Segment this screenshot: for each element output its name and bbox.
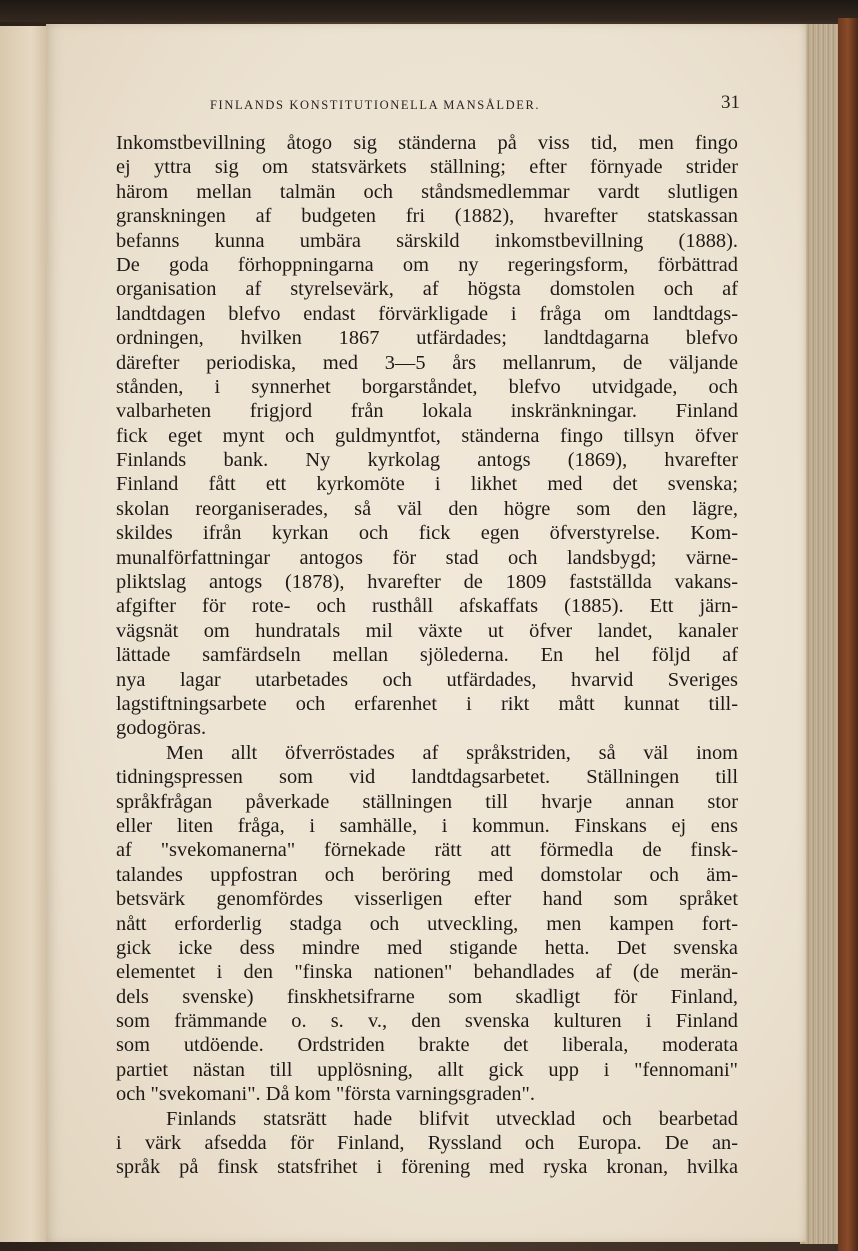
text-line: valbarheten frigjord från lokala inskränkningar. Finland <box>116 400 738 423</box>
text-line: Finland fått ett kyrkomöte i likhet med det svenska; <box>116 473 738 496</box>
text-line: landtdagen blefvo endast förvärkligade i fråga om landtdags- <box>116 302 738 325</box>
body-text <box>116 131 738 1180</box>
text-line: och "svekomani". Då kom "första varningsgraden". <box>116 1083 535 1106</box>
text-line: Finlands bank. Ny kyrkolag antogs (1869), hvarefter <box>116 449 738 472</box>
text-line: ordningen, hvilken 1867 utfärdades; landtdagarna blefvo <box>116 327 738 350</box>
text-line: munalförfattningar antogos för stad och landsbygd; värne- <box>116 546 738 569</box>
text-line: tidningspressen som vid landtdagsarbetet. Ställningen till <box>116 766 738 789</box>
text-line: granskningen af budgeten fri (1882), hvarefter statskassan <box>116 205 738 228</box>
page-number: 31 <box>721 92 740 113</box>
text-line: nått erforderlig stadga och utveckling, men kampen fort- <box>116 912 738 935</box>
text-line: skildes ifrån kyrkan och fick egen öfverstyrelse. Kom- <box>116 522 738 545</box>
text-line: betsvärk genomfördes visserligen efter hand som språket <box>116 888 738 911</box>
running-head <box>210 92 740 116</box>
text-line: eller liten fråga, i samhälle, i kommun. Finskans ej ens <box>116 814 738 837</box>
text-line: partiet nästan till upplösning, allt gick upp i "fennomani" <box>116 1058 738 1081</box>
text-line: språkfrågan påverkade ställningen till hvarje annan stor <box>116 790 738 813</box>
text-line: lagstiftningsarbete och erfarenhet i rikt mått kunnat till- <box>116 692 738 715</box>
text-line: talandes uppfostran och beröring med domstolar och äm- <box>116 863 738 886</box>
text-line: elementet i den "finska nationen" behandlades af (de merän- <box>116 961 738 984</box>
text-line: godogöras. <box>116 717 207 740</box>
text-line: afgifter för rote- och rusthåll afskaffats (1885). Ett järn- <box>116 595 738 618</box>
background-strip <box>0 0 858 22</box>
text-line: härom mellan talmän och ståndsmedlemmar vardt slutligen <box>116 180 738 203</box>
text-line: dels svenske) finskhetsifrarne som skadligt för Finland, <box>116 985 738 1008</box>
text-line: Men allt öfverröstades af språkstriden, så väl inom <box>166 741 738 764</box>
running-head-title: FINLANDS KONSTITUTIONELLA MANSÅLDER. <box>210 98 541 112</box>
text-line: nya lagar utarbetades och utfärdades, hvarvid Sveriges <box>116 668 738 691</box>
text-line: som främmande o. s. v., den svenska kulturen i Finland <box>116 1010 738 1033</box>
text-line: skolan reorganiserades, så väl den högre som den lägre, <box>116 497 738 520</box>
text-line: Finlands statsrätt hade blifvit utvecklad och bearbetad <box>166 1107 738 1130</box>
text-line: De goda förhoppningarna om ny regeringsform, förbättrad <box>116 253 738 276</box>
text-line: stånden, i synnerhet borgarståndet, blefvo utvidgade, och <box>116 375 738 398</box>
text-line: därefter periodiska, med 3—5 års mellanrum, de väljande <box>116 351 738 374</box>
text-line: språk på finsk statsfrihet i förening med ryska kronan, hvilka <box>116 1156 738 1179</box>
text-line: vägsnät om hundratals mil växte ut öfver landet, kanaler <box>116 619 738 642</box>
text-line: ej yttra sig om statsvärkets ställning; efter förnyade strider <box>116 156 738 179</box>
text-line: lättade samfärdseln mellan sjölederna. En hel följd af <box>116 644 738 667</box>
text-line: Inkomstbevillning åtogo sig ständerna på viss tid, men fingo <box>116 132 738 154</box>
text-line: som utdöende. Ordstriden brakte det liberala, moderata <box>116 1034 738 1057</box>
text-line: af "svekomanerna" förnekade rätt att förmedla de finsk- <box>116 839 738 862</box>
text-line: befanns kunna umbära särskild inkomstbevillning (1888). <box>116 229 738 252</box>
book-page <box>46 24 806 1242</box>
text-line: organisation af styrelsevärk, af högsta domstolen och af <box>116 278 738 301</box>
text-line: pliktslag antogs (1878), hvarefter de 1809 fastställda vakans- <box>116 571 738 594</box>
text-line: gick icke dess mindre med stigande hetta. Det svenska <box>116 936 738 959</box>
text-line: fick eget mynt och guldmyntfot, ständerna fingo tillsyn öfver <box>116 424 738 447</box>
book-cover-edge <box>838 18 858 1251</box>
text-line: i värk afsedda för Finland, Ryssland och Europa. De an- <box>116 1132 738 1155</box>
